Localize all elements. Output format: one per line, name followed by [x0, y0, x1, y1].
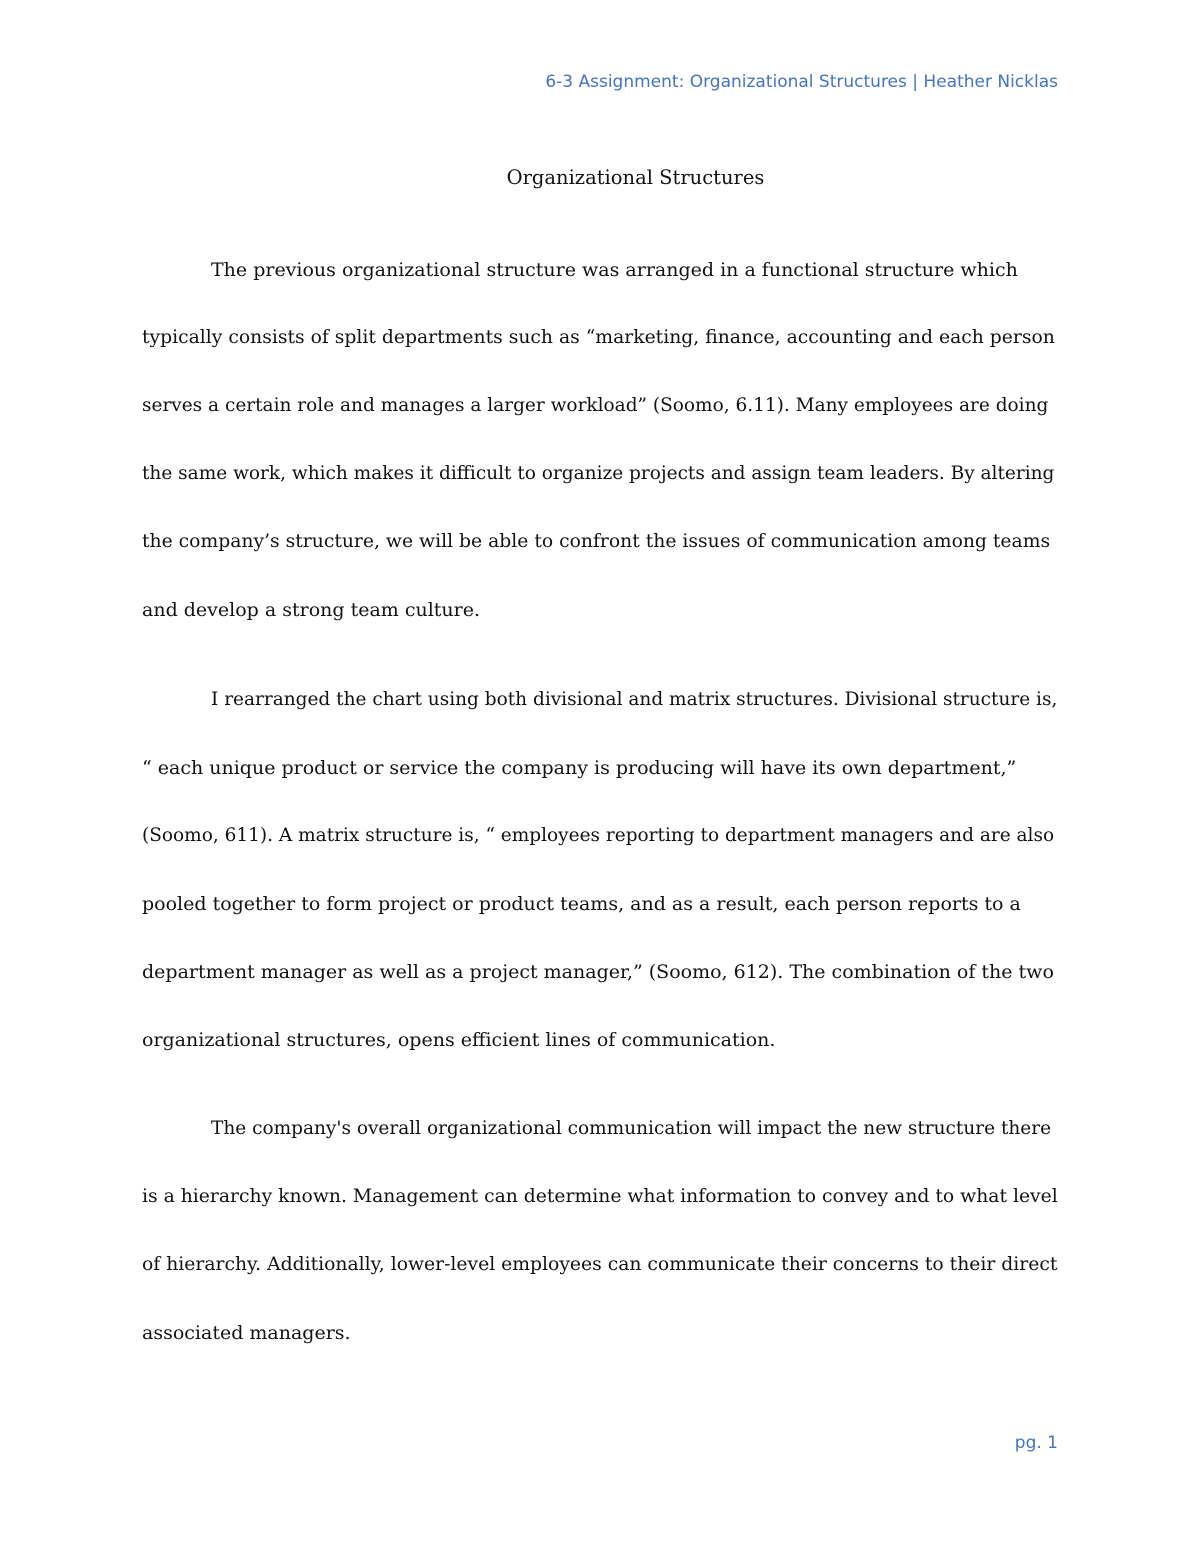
paragraph-line: The company's overall organizational communication will impact the new structure there — [211, 1118, 1052, 1139]
paragraph-line: serves a certain role and manages a larger workload” (Soomo, 6.11). Many employees are doing — [142, 395, 1049, 416]
paragraph-line: is a hierarchy known. Management can determine what information to convey and to what level — [142, 1186, 1058, 1207]
paragraph-line: and develop a strong team culture. — [142, 599, 481, 621]
paragraph-line: I rearranged the chart using both divisional and matrix structures. Divisional structure is, — [211, 689, 1058, 710]
paragraph-line: department manager as well as a project manager,” (Soomo, 612). The combination of the two — [142, 961, 1054, 983]
paragraph-line: “ each unique product or service the company is producing will have its own department,” — [142, 757, 1017, 779]
paragraph-line: organizational structures, opens efficient lines of communication. — [142, 1029, 776, 1051]
paragraph-3 — [142, 1117, 1058, 1389]
paragraph-line: associated managers. — [142, 1322, 351, 1344]
paragraph-line: typically consists of split departments such as “marketing, finance, accounting and each person — [142, 327, 1055, 348]
paragraph-line: of hierarchy. Additionally, lower-level employees can communicate their concerns to their direct — [142, 1254, 1058, 1275]
paragraph-line: the company’s structure, we will be able to confront the issues of communication among teams — [142, 531, 1051, 552]
page-number: pg. 1 — [1014, 1433, 1058, 1453]
paragraph-line: the same work, which makes it difficult to organize projects and assign team leaders. By altering — [142, 463, 1055, 484]
paragraph-line: The previous organizational structure was arranged in a functional structure which — [211, 259, 1018, 281]
paragraph-1 — [142, 258, 1058, 666]
page-header: 6-3 Assignment: Organizational Structures | Heather Nicklas — [545, 72, 1058, 92]
paragraph-line: pooled together to form project or product teams, and as a result, each person reports to a — [142, 893, 1021, 915]
paragraph-line: (Soomo, 611). A matrix structure is, “ employees reporting to department managers and are also — [142, 825, 1055, 846]
document-title: Organizational Structures — [506, 166, 765, 189]
paragraph-2 — [142, 688, 1058, 1096]
